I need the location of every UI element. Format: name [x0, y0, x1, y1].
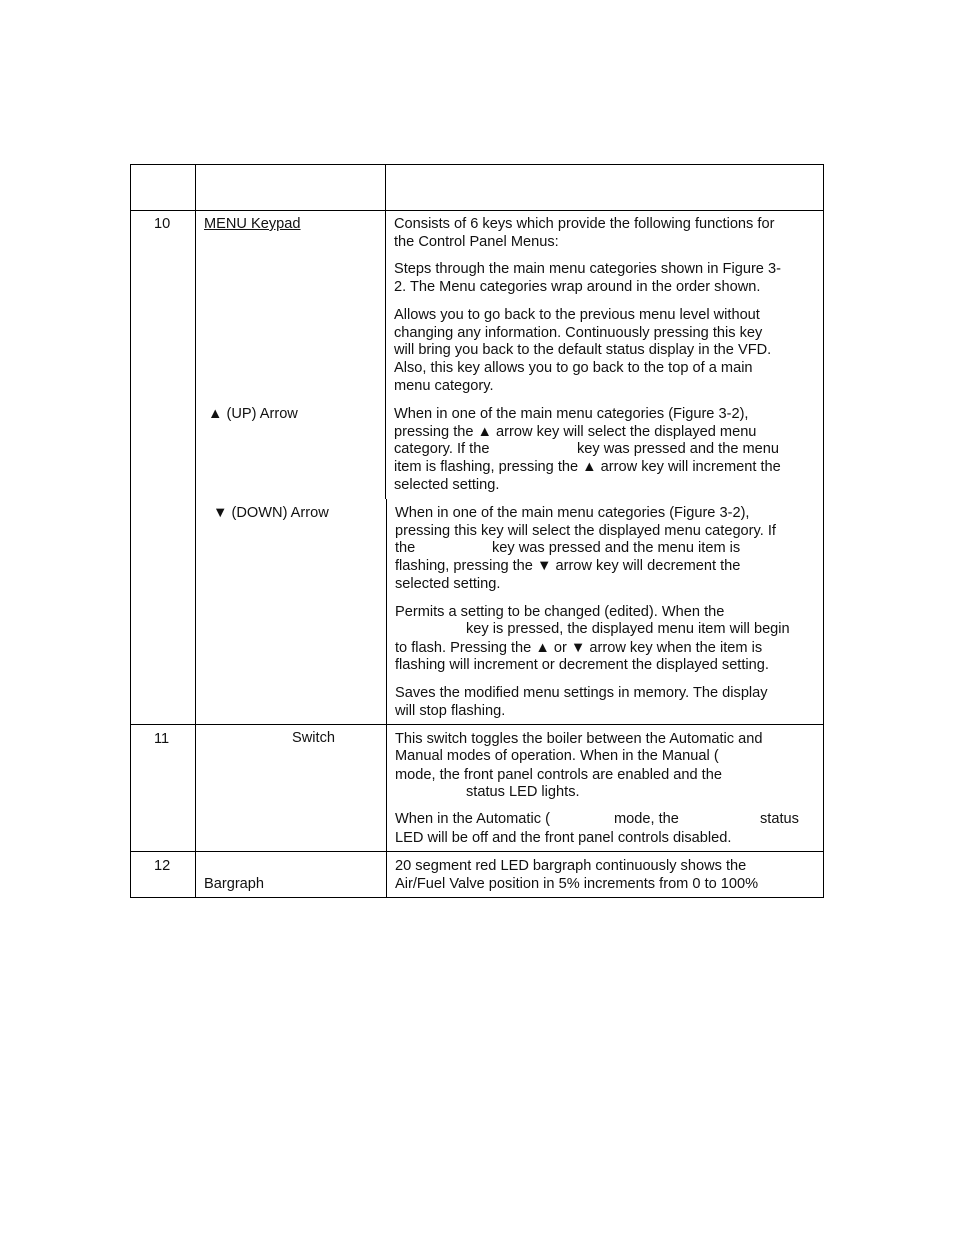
back-key-desc-line-1: Allows you to go back to the previous menu level without — [394, 307, 760, 323]
row-number: 11 — [154, 731, 170, 747]
up-arrow-desc-line-3a: category. If the — [394, 441, 490, 457]
column-divider-1 — [195, 164, 196, 898]
bargraph-desc-line-2: Air/Fuel Valve position in 5% increments from 0 to 100% — [395, 876, 759, 892]
change-key-desc-line-1: Permits a setting to be changed (edited). When the — [395, 604, 725, 620]
down-arrow-desc-line-4: flashing, pressing the ▼ arrow key will decrement the — [395, 558, 741, 574]
switch-desc-line-1: This switch toggles the boiler between the Automatic and — [395, 731, 763, 747]
intro-line-1: Consists of 6 keys which provide the following functions for — [394, 216, 775, 232]
up-arrow-desc-line-3b: key was pressed and the menu — [577, 441, 779, 457]
down-arrow-desc-line-2: pressing this key will select the displayed menu category. If — [395, 523, 776, 539]
up-arrow-desc-line-5: selected setting. — [394, 477, 500, 493]
up-arrow-desc-line-1: When in one of the main menu categories (Figure 3-2), — [394, 406, 749, 422]
back-key-desc-line-4: Also, this key allows you to go back to the top of a main — [394, 360, 753, 376]
column-divider-2a — [385, 164, 386, 499]
back-key-desc-line-3: will bring you back to the default status display in the VFD. — [394, 342, 772, 358]
row-11-bottom-border — [130, 851, 824, 852]
enter-key-desc-line-1: Saves the modified menu settings in memory. The display — [395, 685, 768, 701]
enter-key-desc-line-2: will stop flashing. — [395, 703, 506, 719]
header-bottom-border — [130, 210, 824, 211]
down-arrow-desc-line-1: When in one of the main menu categories (Figure 3-2), — [395, 505, 750, 521]
switch-desc-line-5a: When in the Automatic ( — [395, 811, 550, 827]
intro-line-2: the Control Panel Menus: — [394, 234, 559, 250]
column-divider-2b — [386, 499, 387, 898]
switch-desc-line-4: status LED lights. — [466, 784, 580, 800]
table-right-border — [823, 164, 824, 898]
change-key-desc-line-4: flashing will increment or decrement the displayed setting. — [395, 657, 769, 673]
down-arrow-desc-line-3a: the — [395, 540, 416, 556]
switch-desc-line-6: LED will be off and the front panel controls disabled. — [395, 830, 732, 846]
table-left-border — [130, 164, 131, 898]
row-number: 12 — [154, 858, 171, 874]
back-key-desc-line-5: menu category. — [394, 378, 494, 394]
down-arrow-desc-line-3b: key was pressed and the menu item is — [492, 540, 741, 556]
change-key-desc-line-2: key is pressed, the displayed menu item will begin — [466, 621, 790, 637]
down-arrow-desc-line-5: selected setting. — [395, 576, 501, 592]
row-number: 10 — [154, 216, 171, 232]
down-arrow-label: ▼ (DOWN) Arrow — [213, 505, 329, 521]
bargraph-desc-line-1: 20 segment red LED bargraph continuously shows the — [395, 858, 747, 874]
change-key-desc-line-3: to flash. Pressing the ▲ or ▼ arrow key when the item is — [395, 640, 763, 656]
back-key-desc-line-2: changing any information. Continuously pressing this key — [394, 325, 763, 341]
switch-desc-line-5c: status — [760, 811, 799, 827]
table-bottom-border — [130, 897, 824, 898]
table-top-border — [130, 164, 824, 165]
switch-desc-line-3: mode, the front panel controls are enabled and the — [395, 767, 722, 783]
row-10-bottom-border — [130, 724, 824, 725]
up-arrow-desc-line-4: item is flashing, pressing the ▲ arrow key will increment the — [394, 459, 781, 475]
up-arrow-desc-line-2: pressing the ▲ arrow key will select the displayed menu — [394, 424, 757, 440]
item-name-menu-keypad: MENU Keypad — [204, 216, 301, 232]
switch-desc-line-2: Manual modes of operation. When in the Manual ( — [395, 748, 719, 764]
menu-key-desc-line-1: Steps through the main menu categories shown in Figure 3- — [394, 261, 781, 277]
up-arrow-label: ▲ (UP) Arrow — [208, 406, 298, 422]
menu-key-desc-line-2: 2. The Menu categories wrap around in the order shown. — [394, 279, 761, 295]
item-name-switch: Switch — [292, 730, 335, 746]
switch-desc-line-5b: mode, the — [614, 811, 679, 827]
item-name-bargraph: Bargraph — [204, 876, 265, 892]
